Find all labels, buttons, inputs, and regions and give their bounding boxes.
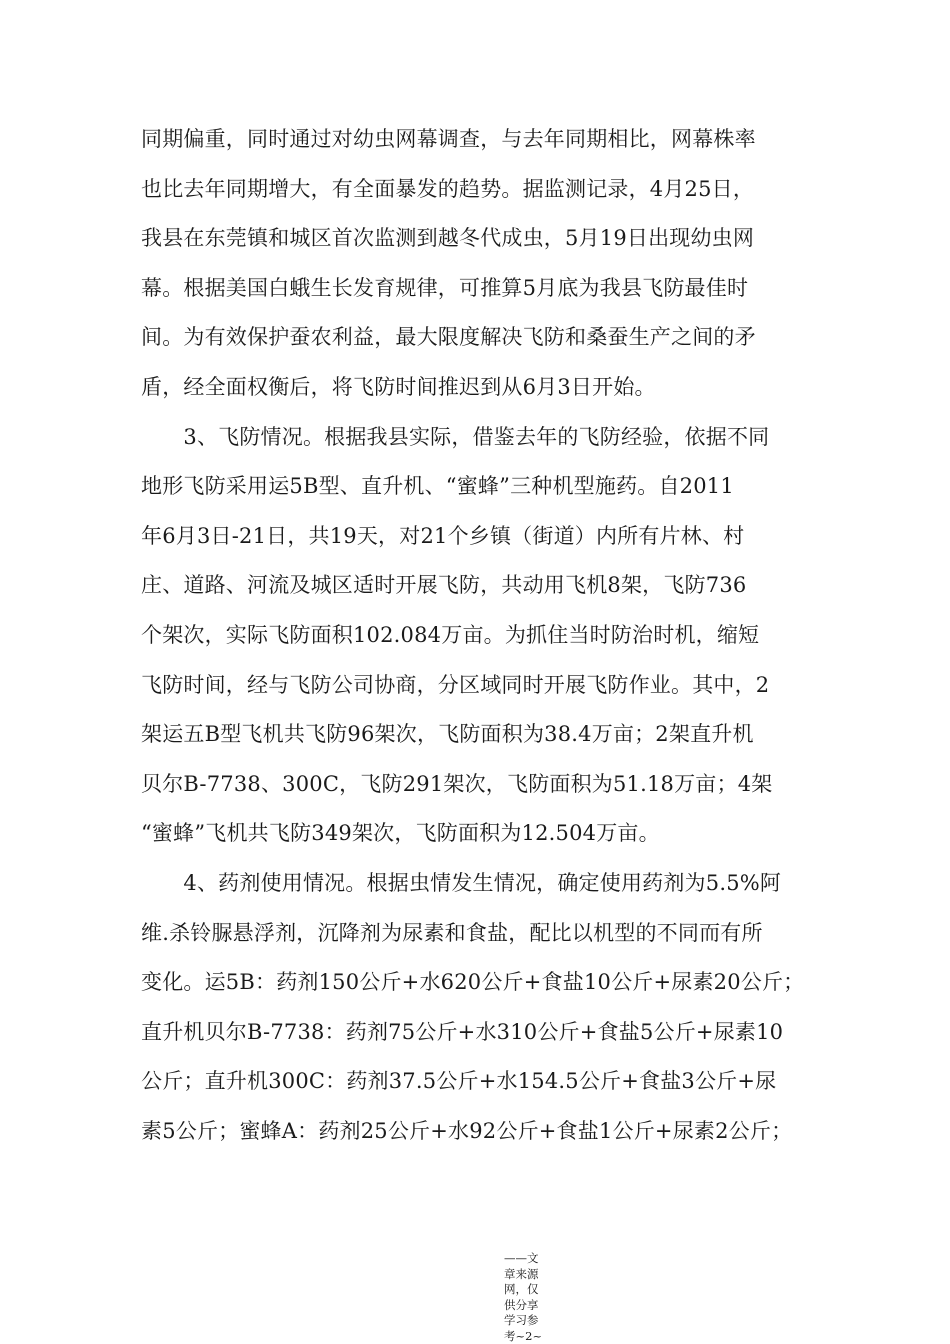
text-line: 飞防时间，经与飞防公司协商，分区域同时开展飞防作业。其中，2 (141, 672, 770, 697)
text-line: 间。为有效保护蚕农利益，最大限度解决飞防和桑蚕生产之间的矛 (141, 325, 756, 350)
footer-line: 网，仅 (504, 1282, 539, 1296)
text-line: 也比去年同期增大，有全面暴发的趋势。据监测记录，4月25日， (141, 176, 755, 201)
footer-line: 考~2~ (504, 1328, 543, 1343)
text-line: 贝尔B-7738、300C，飞防291架次，飞防面积为51.18万亩；4架 (141, 771, 773, 796)
page-footer (504, 1251, 544, 1344)
text-line: 庄、道路、河流及城区适时开展飞防，共动用飞机8架，飞防736 (141, 573, 747, 598)
text-line: 我县在东莞镇和城区首次监测到越冬代成虫，5月19日出现幼虫网 (141, 226, 755, 251)
text-line: 公斤；直升机300C：药剂37.5公斤+水154.5公斤+食盐3公斤+尿 (141, 1069, 777, 1094)
footer-line: 学习参 (504, 1313, 539, 1327)
footer-line: 章来源 (504, 1266, 539, 1281)
text-line: 3、飞防情况。根据我县实际，借鉴去年的飞防经验，依据不同 (141, 424, 770, 449)
text-line: 4、药剂使用情况。根据虫情发生情况，确定使用药剂为5.5%阿 (141, 870, 782, 895)
text-line: 直升机贝尔B-7738：药剂75公斤+水310公斤+食盐5公斤+尿素10 (141, 1019, 784, 1044)
body-text (141, 115, 841, 1156)
text-line: 同期偏重，同时通过对幼虫网幕调查，与去年同期相比，网幕株率 (141, 127, 756, 151)
footer-line: ——文 (504, 1251, 539, 1265)
text-line: 维.杀铃脲悬浮剂，沉降剂为尿素和食盐，配比以机型的不同而有所 (141, 920, 763, 945)
text-line: 幕。根据美国白蛾生长发育规律，可推算5月底为我县飞防最佳时 (141, 275, 749, 300)
text-line: 变化。运5B：药剂150公斤+水620公斤+食盐10公斤+尿素20公斤； (141, 970, 805, 995)
text-line: 地形飞防采用运5B型、直升机、“蜜蜂”三种机型施药。自2011 (141, 474, 734, 499)
text-line: 年6月3日-21日，共19天，对21个乡镇（街道）内所有片林、村 (141, 523, 745, 548)
text-line: 架运五B型飞机共飞防96架次，飞防面积为38.4万亩；2架直升机 (141, 722, 754, 747)
text-line: 盾，经全面权衡后，将飞防时间推迟到从6月3日开始。 (141, 374, 656, 399)
text-line: 个架次，实际飞防面积102.084万亩。为抓住当时防治时机，缩短 (141, 622, 760, 647)
text-line: 素5公斤；蜜蜂A：药剂25公斤+水92公斤+食盐1公斤+尿素2公斤； (141, 1118, 793, 1143)
text-line: “蜜蜂”飞机共飞防349架次，飞防面积为12.504万亩。 (141, 821, 660, 846)
footer-line: 供分享 (504, 1297, 539, 1312)
